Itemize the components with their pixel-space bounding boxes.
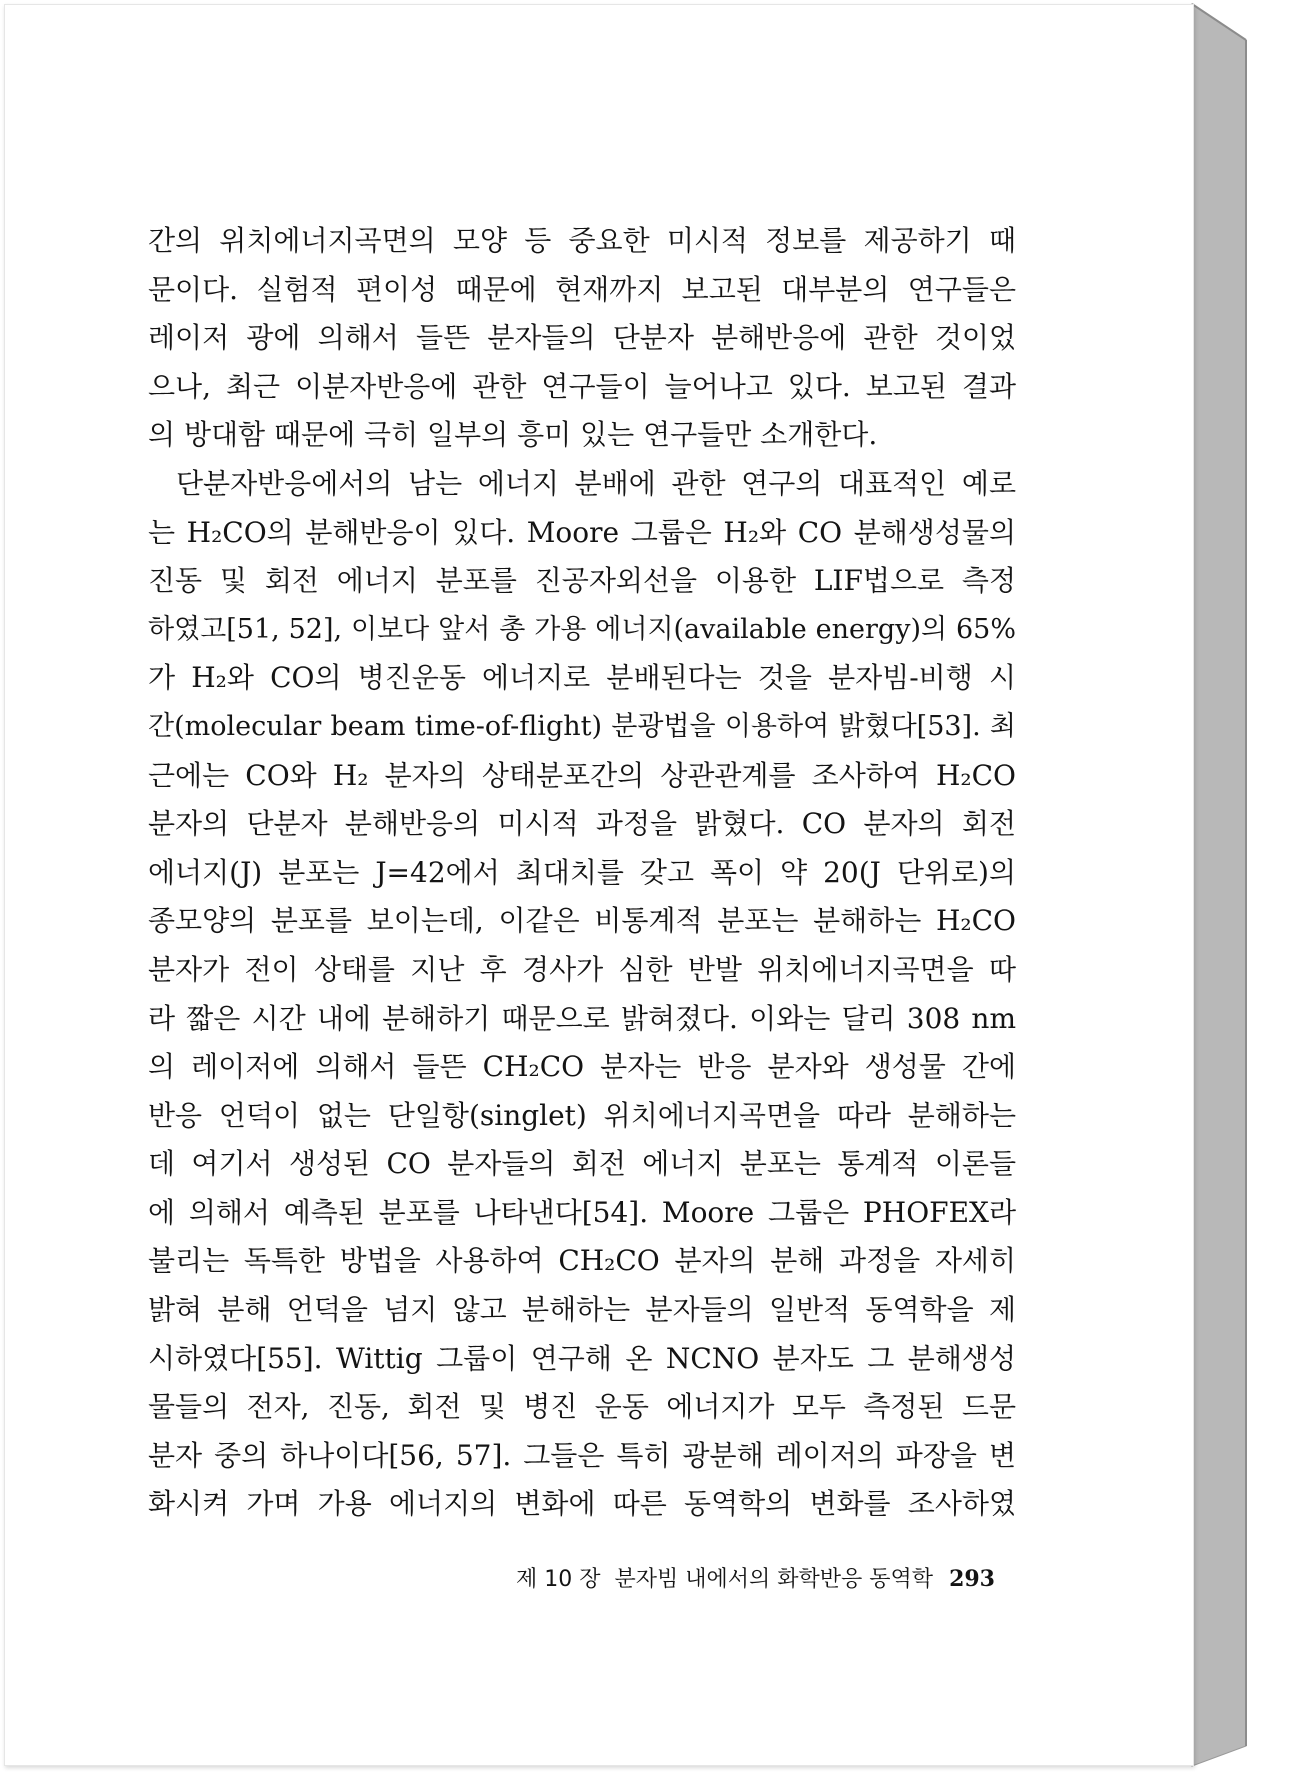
text-line: 으나, 최근 이분자반응에 관한 연구들이 늘어나고 있다. 보고된 결과: [148, 369, 1016, 403]
text-line: 라 짧은 시간 내에 분해하기 때문으로 밝혀졌다. 이와는 달리 308 nm: [148, 1001, 1016, 1035]
text-line: 진동 및 회전 에너지 분포를 진공자외선을 이용한 LIF법으로 측정: [148, 564, 1016, 598]
text-line: 근에는 CO와 H₂ 분자의 상태분포간의 상관관계를 조사하여 H₂CO: [148, 758, 1016, 792]
text-line: 분자의 단분자 분해반응의 미시적 과정을 밝혔다. CO 분자의 회전: [148, 807, 1016, 841]
text-line: 레이저 광에 의해서 들뜬 분자들의 단분자 분해반응에 관한 것이었: [148, 321, 1016, 355]
text-line: 간(molecular beam time-of-flight) 분광법을 이용하여 밝혔다[53]. 최: [148, 710, 1016, 742]
page-number: 293: [949, 1566, 995, 1592]
text-line: 의 레이저에 의해서 들뜬 CH₂CO 분자는 반응 분자와 생성물 간에: [148, 1050, 1016, 1084]
text-line: 반응 언덕이 없는 단일항(singlet) 위치에너지곡면을 따라 분해하는: [148, 1098, 1016, 1132]
text-line: 분자 중의 하나이다[56, 57]. 그들은 특히 광분해 레이저의 파장을 변: [148, 1438, 1016, 1472]
text-line: 하였고[51, 52], 이보다 앞서 총 가용 에너지(available energy)의 65%: [148, 613, 1016, 645]
body-text: [148, 217, 1016, 1529]
text-line: 분자가 전이 상태를 지난 후 경사가 심한 반발 위치에너지곡면을 따: [148, 952, 1016, 986]
text-line: 가 H₂와 CO의 병진운동 에너지로 분배된다는 것을 분자빔-비행 시: [148, 661, 1016, 695]
text-line: 간의 위치에너지곡면의 모양 등 중요한 미시적 정보를 제공하기 때: [148, 224, 1016, 257]
chapter-number: 제 10 장: [516, 1567, 601, 1592]
chapter-title: 분자빔 내에서의 화학반응 동역학: [614, 1567, 934, 1592]
text-line: 문이다. 실험적 편이성 때문에 현재까지 보고된 대부분의 연구들은: [148, 272, 1016, 306]
text-line: 화시켜 가며 가용 에너지의 변화에 따른 동역학의 변화를 조사하였: [148, 1487, 1016, 1521]
text-line: 에 의해서 예측된 분포를 나타낸다[54]. Moore 그룹은 PHOFEX라: [148, 1195, 1016, 1229]
book-page: [4, 4, 1194, 1766]
text-line: 불리는 독특한 방법을 사용하여 CH₂CO 분자의 분해 과정을 자세히: [148, 1244, 1016, 1278]
text-line: 밝혀 분해 언덕을 넘지 않고 분해하는 분자들의 일반적 동역학을 제: [148, 1293, 1016, 1327]
running-footer: [495, 1562, 995, 1593]
text-line: 에너지(J) 분포는 J=42에서 최대치를 갖고 폭이 약 20(J 단위로)의: [148, 855, 1016, 889]
text-line: 물들의 전자, 진동, 회전 및 병진 운동 에너지가 모두 측정된 드문: [148, 1390, 1016, 1424]
text-line: 시하였다[55]. Wittig 그룹이 연구해 온 NCNO 분자도 그 분해생성: [148, 1341, 1016, 1375]
text-line: 데 여기서 생성된 CO 분자들의 회전 에너지 분포는 통계적 이론들: [148, 1147, 1016, 1181]
text-line: 단분자반응에서의 남는 에너지 분배에 관한 연구의 대표적인 예로: [176, 466, 1016, 500]
text-line: 는 H₂CO의 분해반응이 있다. Moore 그룹은 H₂와 CO 분해생성물의: [148, 515, 1016, 549]
text-line: 종모양의 분포를 보이는데, 이같은 비통계적 분포는 분해하는 H₂CO: [148, 904, 1016, 938]
text-line: 의 방대함 때문에 극히 일부의 흥미 있는 연구들만 소개한다.: [148, 418, 878, 452]
